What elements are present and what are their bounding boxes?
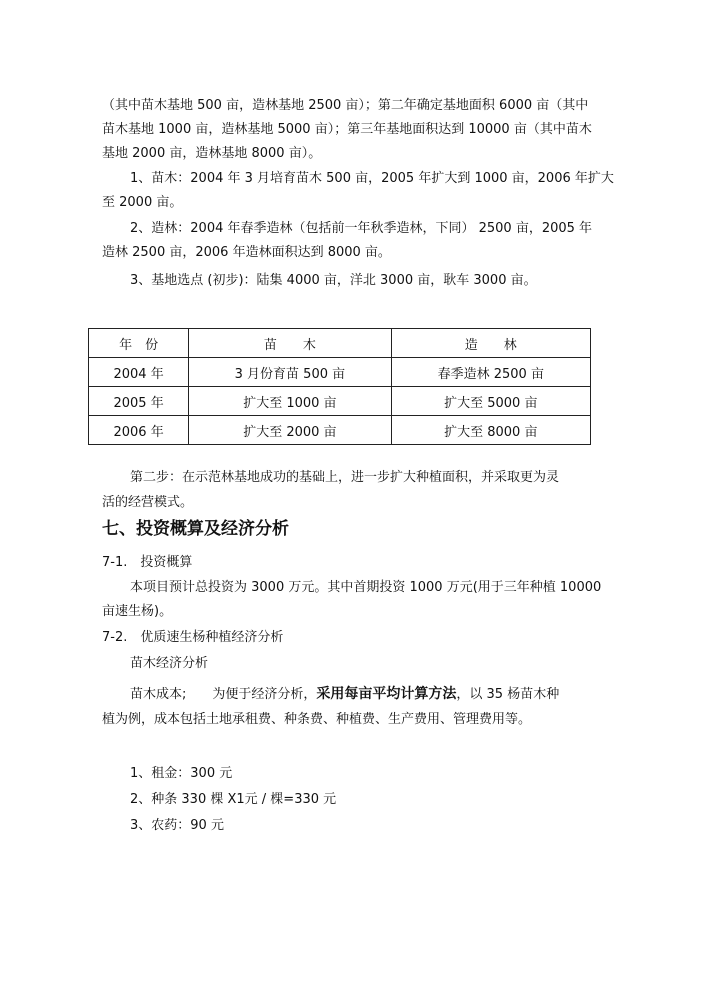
step-two-paragraph-cont: 活的经营模式。 <box>102 495 194 510</box>
step-two-paragraph: 第二步：在示范林基地成功的基础上，进一步扩大种植面积，并采取更为灵 <box>130 470 560 485</box>
paragraph-line: 基地 2000 亩，造林基地 8000 亩）。 <box>102 146 322 161</box>
table-row <box>89 387 591 416</box>
header-seedling: 苗 木 <box>189 329 391 358</box>
paragraph-line: 苗木基地 1000 亩，造林基地 5000 亩）；第三年基地面积达到 10000 亩（其中苗木 <box>102 122 592 137</box>
afforestation-item: 2、造林：2004 年春季造林（包括前一年秋季造林，下同） 2500 亩，2005 年 <box>130 221 593 236</box>
cost-prefix: 苗木成本; 为便于经济分析， <box>130 687 317 702</box>
cost-method-emphasis: 采用每亩平均计算方法 <box>316 686 457 702</box>
plan-table <box>88 328 591 445</box>
cost-item: 2、种条 330 棵 X1元 / 棵=330 元 <box>130 792 337 807</box>
cost-paragraph <box>130 686 559 703</box>
table-cell: 2005 年 <box>89 387 189 416</box>
table-cell: 2004 年 <box>89 358 189 387</box>
investment-paragraph: 本项目预计总投资为 3000 万元。其中首期投资 1000 万元(用于三年种植 10000 <box>130 580 602 595</box>
table-cell: 2006 年 <box>89 416 189 445</box>
table-cell: 扩大至 2000 亩 <box>189 416 391 445</box>
table-header-row <box>89 329 591 358</box>
cost-suffix: ，以 35 杨苗木种 <box>456 687 560 702</box>
cost-paragraph-cont: 植为例，成本包括土地承租费、种条费、种植费、生产费用、管理费用等。 <box>102 712 532 727</box>
cost-item: 1、租金：300 元 <box>130 766 233 781</box>
subsection-heading: 7-2. 优质速生杨种植经济分析 <box>102 630 284 645</box>
table-row <box>89 416 591 445</box>
site-selection-item: 3、基地选点 (初步)：陆集 4000 亩，洋北 3000 亩，耿车 3000 亩。 <box>130 273 537 288</box>
section-heading: 七、投资概算及经济分析 <box>102 519 289 539</box>
table-row <box>89 358 591 387</box>
table-cell: 扩大至 1000 亩 <box>189 387 391 416</box>
investment-paragraph-cont: 亩速生杨)。 <box>102 604 173 619</box>
header-afforestation: 造 林 <box>391 329 590 358</box>
table-cell: 春季造林 2500 亩 <box>391 358 590 387</box>
seedling-economics-label: 苗木经济分析 <box>130 656 209 671</box>
seedling-item: 1、苗木：2004 年 3 月培育苗木 500 亩，2005 年扩大到 1000 亩，2006 年扩大 <box>130 171 614 186</box>
table-cell: 扩大至 8000 亩 <box>391 416 590 445</box>
seedling-item-cont: 至 2000 亩。 <box>102 195 183 210</box>
cost-item: 3、农药：90 元 <box>130 818 224 833</box>
table-cell: 扩大至 5000 亩 <box>391 387 590 416</box>
paragraph-line: （其中苗木基地 500 亩，造林基地 2500 亩）；第二年确定基地面积 6000 亩（其中 <box>102 98 589 113</box>
table-cell: 3 月份育苗 500 亩 <box>189 358 391 387</box>
afforestation-item-cont: 造林 2500 亩，2006 年造林面积达到 8000 亩。 <box>102 245 391 260</box>
subsection-heading: 7-1. 投资概算 <box>102 555 193 570</box>
header-year: 年 份 <box>89 329 189 358</box>
